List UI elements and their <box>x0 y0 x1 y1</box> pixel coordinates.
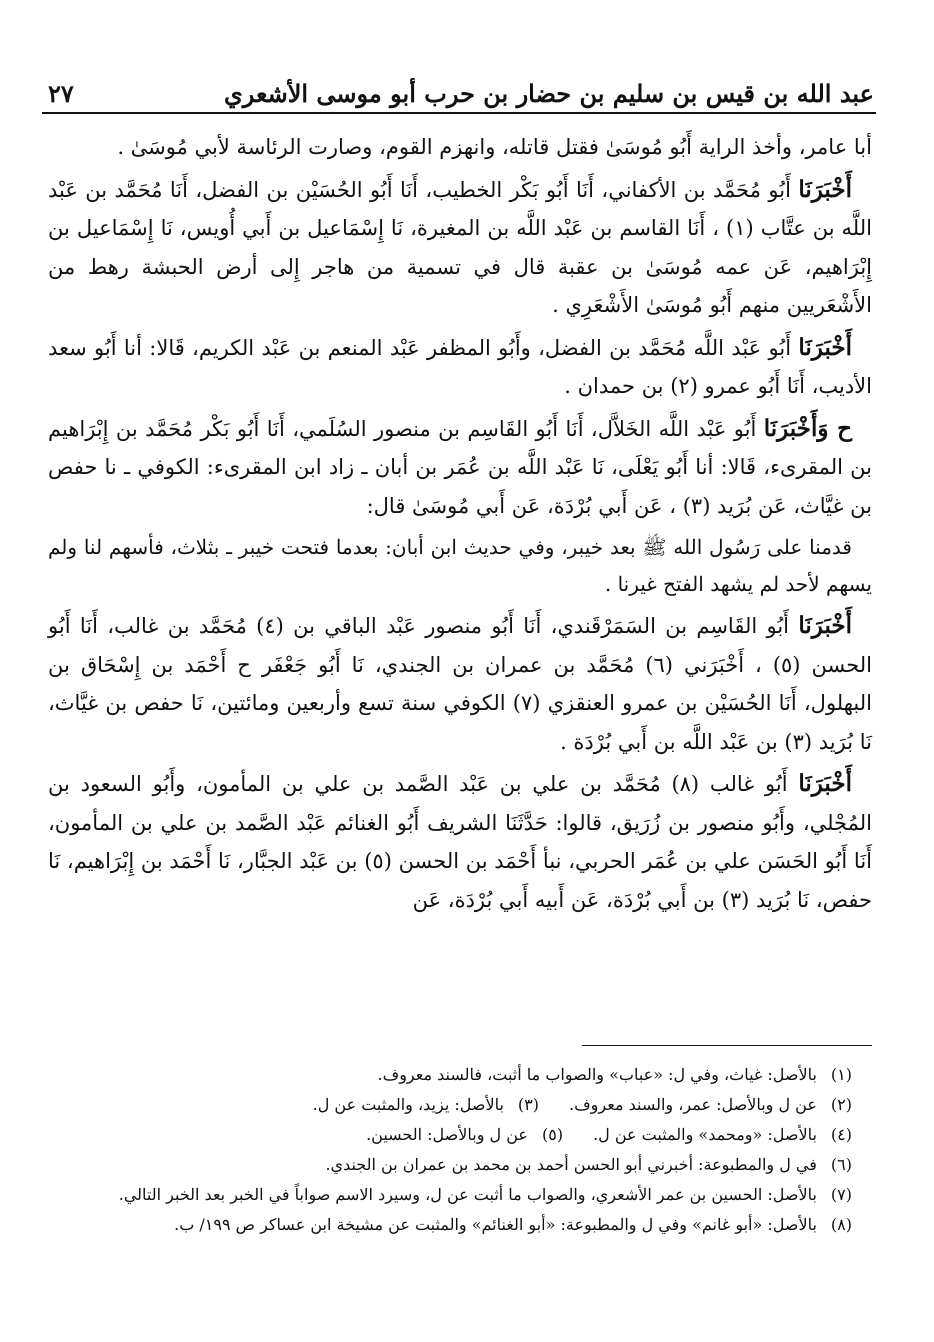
footnote-6 <box>48 1150 852 1180</box>
paragraph-6 <box>48 765 872 919</box>
footnote-2-number: (٢) <box>830 1095 852 1114</box>
running-title: عبد الله بن قيس بن سليم بن حضار بن حرب أبو موسى الأشعري <box>223 79 874 108</box>
paragraph-1 <box>48 128 872 167</box>
footnote-4-number: (٤) <box>830 1125 852 1144</box>
footnote-6-text: في ل والمطبوعة: أخبرني أبو الحسن أحمد بن محمد بن عمران بن الجندي. <box>325 1155 817 1174</box>
footnote-rule <box>582 1045 872 1046</box>
footnote-3-text: بالأصل: يزيد، والمثبت عن ل. <box>312 1095 504 1114</box>
paragraph-6-text: أَبُو غالب (٨) مُحَمَّد بن علي بن عَبْد الصَّمد بن علي بن المأمون، وأَبُو السعود بن المُجْلي، وأَبُو منصور بن زُرَيق، قالوا: حَدَّثَنَا الشريف أَبُو الغنائم عَبْد الصَّمد بن علي بن المأمون، أَنَا أَبُو الحَسَن علي بن عُمَر الحربي، نبأ أَحْمَد بن الحسن (٥) بن عَبْد الجبَّار، نَا أَحْمَد بن إِبْرَاهيم، نَا حفص، نَا بُرَيد (٣) بن أَبي بُرْدَة، عَن أَبيه أَبي بُرْدَة، عَن <box>48 772 872 912</box>
paragraph-4 <box>48 410 872 526</box>
paragraph-5-text: أَبُو القَاسِم بن السَمَرْقَندي، أَنَا أَبُو منصور عَبْد الباقي بن (٤) مُحَمَّد بن غالب، أَنَا أَبُو الحسن (٥) ، أَخْبَرَني (٦) مُحَمَّد بن عمران بن الجندي، نَا أَبُو جَعْفَر ح أَحْمَد بن إِسْحَاق بن البهلول، أَنَا الحُسَيْن بن عمرو العنقزي (٧) الكوفي سنة تسع وأربعين ومائتين، نَا حفص بن غيَّاث، نَا بُرَيد (٣) بن عَبْد اللَّه بن أَبي بُرْدَة . <box>48 614 872 754</box>
footnote-row-4-5 <box>48 1120 852 1150</box>
footnote-8 <box>48 1210 852 1240</box>
main-text <box>48 128 872 923</box>
paragraph-2-text: أَبُو مُحَمَّد بن الأكفاني، أَنَا أَبُو بَكْر الخطيب، أَنَا أَبُو الحُسَيْن بن الفضل، أَنَا مُحَمَّد بن عَبْد اللَّه بن عتَّاب (١) ، أَنَا القاسم بن عَبْد اللَّه بن المغيرة، نَا إِسْمَاعيل بن أَبي أُويس، نَا إِسْمَاعيل بن إِبْرَاهيم، عَن عمه مُوسَىٰ بن عقبة قال في تسمية من هاجر إِلى أرض الحبشة رهط من الأَشْعَريين منهم أَبُو مُوسَىٰ الأَشْعَرِي . <box>48 177 872 317</box>
paragraph-1-text: أبا عامر، وأخذ الراية أَبُو مُوسَىٰ فقتل قاتله، وانهزم القوم، وصارت الرئاسة لأبي مُوسَىٰ . <box>117 135 872 159</box>
footnote-1 <box>48 1060 852 1090</box>
header-rule <box>42 112 876 114</box>
paragraph-4-text: أَبُو عَبْد اللَّه الخَلاَّل، أَنَا أَبُو القَاسِم بن منصور السُلَمي، أَنَا أَبُو بَكْر مُحَمَّد بن إِبْرَاهيم بن المقرىء، قَالا: أنا أَبُو يَعْلَى، نَا عَبْد اللَّه بن عُمَر بن أبان ـ زاد ابن المقرىء: الكوفي ـ نا حفص بن غيَّاث، عَن بُرَيد (٣) ، عَن أَبي بُرْدَة، عَن أَبي مُوسَىٰ قال: <box>48 416 872 518</box>
footnote-6-number: (٦) <box>830 1155 852 1174</box>
paragraph-2-lead: أَخْبَرَنَا <box>798 175 852 203</box>
footnote-2 <box>569 1090 852 1120</box>
footnote-1-number: (١) <box>830 1065 852 1084</box>
paragraph-5 <box>48 607 872 761</box>
hadith-text <box>48 529 872 603</box>
footnote-8-number: (٨) <box>830 1215 852 1234</box>
footnote-7 <box>48 1180 852 1210</box>
footnote-2-text: عن ل وبالأصل: عمر، والسند معروف. <box>569 1095 817 1114</box>
paragraph-3-text: أَبُو عَبْد اللَّه مُحَمَّد بن الفضل، وأَبُو المظفر عَبْد المنعم بن عَبْد الكريم، قَالا: أنا أَبُو سعد الأديب، أَنَا أَبُو عمرو (٢) بن حمدان . <box>48 335 872 398</box>
paragraph-6-lead: أَخْبَرَنَا <box>798 770 852 797</box>
footnote-7-number: (٧) <box>830 1185 852 1204</box>
page-number: ٢٧ <box>48 79 74 108</box>
footnote-7-text: بالأصل: الحسين بن عمر الأشعري، والصواب ما أثبت عن ل، وسيرد الاسم صواباً في الخبر بعد الخبر التالي. <box>118 1185 817 1204</box>
footnote-5-number: (٥) <box>541 1125 564 1144</box>
footnote-4 <box>593 1120 852 1150</box>
footnote-4-text: بالأصل: «ومحمد» والمثبت عن ل. <box>593 1125 817 1144</box>
paragraph-2 <box>48 171 872 325</box>
page-header <box>48 68 874 108</box>
paragraph-4-lead: ح وَأَخْبَرَنَا <box>763 414 853 442</box>
hadith-text-body: قدمنا على رَسُول الله ﷺ بعد خيبر، وفي حديث ابن أبان: بعدما فتحت خيبر ـ بثلاث، فأسهم لنا ولم يسهم لأحد لم يشهد الفتح غيرنا . <box>48 535 872 596</box>
paragraph-5-lead: أَخْبَرَنَا <box>798 612 852 639</box>
footnote-1-text: بالأصل: غياث، وفي ل: «عباب» والصواب ما أثبت، فالسند معروف. <box>377 1065 817 1084</box>
footnote-row-2-3 <box>48 1090 852 1120</box>
footnotes <box>48 1060 852 1240</box>
footnote-3-number: (٣) <box>517 1095 539 1114</box>
footnote-3 <box>313 1090 539 1120</box>
paragraph-3-lead: أَخْبَرَنَا <box>798 333 852 361</box>
footnote-8-text: بالأصل: «أبو غانم» وفي ل والمطبوعة: «أبو الغنائم» والمثبت عن مشيخة ابن عساكر ص ١٩٩/ ب. <box>174 1215 817 1234</box>
paragraph-3 <box>48 329 872 406</box>
footnote-5-text: عن ل وبالأصل: الحسين. <box>366 1125 528 1144</box>
footnote-5 <box>366 1120 563 1150</box>
